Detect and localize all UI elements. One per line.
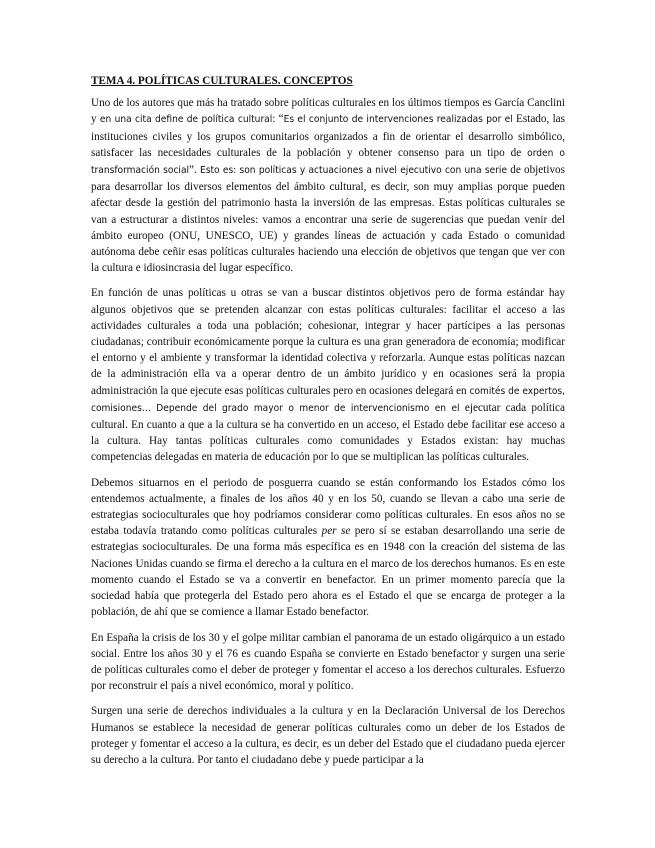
p1-text-c: : “: [272, 113, 284, 126]
p1-highlight-h: Esto es: son políticas y actuaciones a nivel ejecutivo con una serie: [200, 165, 508, 177]
document-title: TEMA 4. POLÍTICAS CULTURALES. CONCEPTOS: [91, 75, 353, 87]
p2-text-a: En función de unas políticas u otras se van a buscar distintos objetivos pero de forma estándar hay algunos objetivos que se pretenden alcanzar con estas políticas culturales: facilitar el acceso a las actividades culturales a toda una población; cohesionar, integrar y hacer partícipes a las personas ciudadanas; contribuir económicamente porque la cultura es una gran generadora de economía; modificar el entorno y el ambiente y transformar la identidad colectiva y reforzarla. Aunque estas políticas nazcan de la administración ella va a operar dentro de un ámbito jurídico y en ocasiones será la propia administración la que ejecute esas políticas culturales pero en ocasiones delegará en: [91, 287, 565, 397]
p2-highlight-b: comités de expertos, comisiones… Depende del grado mayor o menor de intervencionismo en el: [91, 385, 565, 414]
p1-text-i: de objetivos para desarrollar los diversos elementos del ámbito cultural, es decir, son muy amplias porque pueden afectar desde la gestión del patrimonio hasta la inversión de las empresas. Estas políticas culturales se van a estructurar a distintos niveles: vamos a encontrar una serie de sugerencias que puedan venir del ámbito europeo (ONU, UNESCO, UE) y grandes líneas de actuación y cada Estado o comunidad autónoma debe ceñir esas políticas culturales haciendo una elección de objetivos que tengan que ver con la cultura e idiosincrasia del lugar específico.: [91, 164, 565, 275]
p1-quote-end: orden o transformación social: [91, 147, 565, 177]
p1-highlight-b: en una cita define de política cultural: [99, 114, 273, 126]
paragraph-4: En España la crisis de los 30 y el golpe militar cambian el panorama de un estado oligárquico a un estado social. Entre los años 30 y el 76 es cuando España se convierte en Estado benefactor y surgen una serie de políticas culturales como el deber de proteger y fomentar el acceso a los derechos culturales. Esfuerzo por reconstruir el país a nivel económico, moral y político.: [91, 631, 565, 693]
document-body: [91, 73, 565, 777]
p3-text-a: Debemos situarnos en el periodo de posguerra cuando se están conformando los Estados cómo los entendemos actualmente, a finales de los años 40 y en los 50, cuando se llevan a cabo una serie de estrategias socioculturales que hoy podríamos considerar como políticas culturales. En esos años no se estaba todavía tratando como políticas culturales: [91, 476, 565, 538]
paragraph-3: [91, 475, 565, 621]
p1-quote-start: Es el conjunto de intervenciones realizadas por el: [283, 114, 513, 126]
paragraph-2: [91, 285, 565, 465]
paragraph-1: [91, 95, 565, 276]
p1-quote-body: Estado, las instituciones civiles y los grupos comunitarios organizados a fin de orientar el desarrollo simbólico, satisfacer las necesidades culturales de la población y obtener consenso para un tipo de: [91, 113, 565, 159]
p1-text-a: Uno de los autores que más ha tratado sobre políticas culturales en los últimos tiempos es García Canclini y: [91, 97, 565, 126]
paragraph-5: Surgen una serie de derechos individuales a la cultura y en la Declaración Universal de los Derechos Humanos se establece la necesidad de generar políticas culturales como un deber de los Estados de proteger y fomentar el acceso a la cultura, es decir, es un deber del Estado que el ciudadano pueda ejercer su derecho a la cultura. Por tanto el ciudadano debe y puede participar a la: [91, 705, 565, 766]
p3-text-c: pero sí se estaban desarrollando una serie de estrategias socioculturales. De una forma más específica es en 1948 con la creación del sistema de las Naciones Unidas cuando se firma el derecho a la cultura en el marco de los derechos humanos. Es en este momento cuando el Estado se va a convertir en benefactor. En un primer momento parecía que la sociedad había que protegerla del Estado pero ahora es el Estado el que se encarga de proteger a la población, de ahí que se comience a llamar Estado benefactor.: [91, 525, 565, 619]
p2-text-c: ejecutar cada política cultural. En cuanto a que a la cultura se ha convertido en un acceso, el Estado debe facilitar ese acceso a la cultura. Hay tantas políticas culturales como comunidades y Estados existan: hay muchas competencias delegadas en materia de educación por lo que se multiplican las políticas culturales.: [91, 401, 565, 464]
p3-italic-b: per se: [321, 525, 351, 538]
p1-text-g: ”.: [189, 164, 200, 177]
